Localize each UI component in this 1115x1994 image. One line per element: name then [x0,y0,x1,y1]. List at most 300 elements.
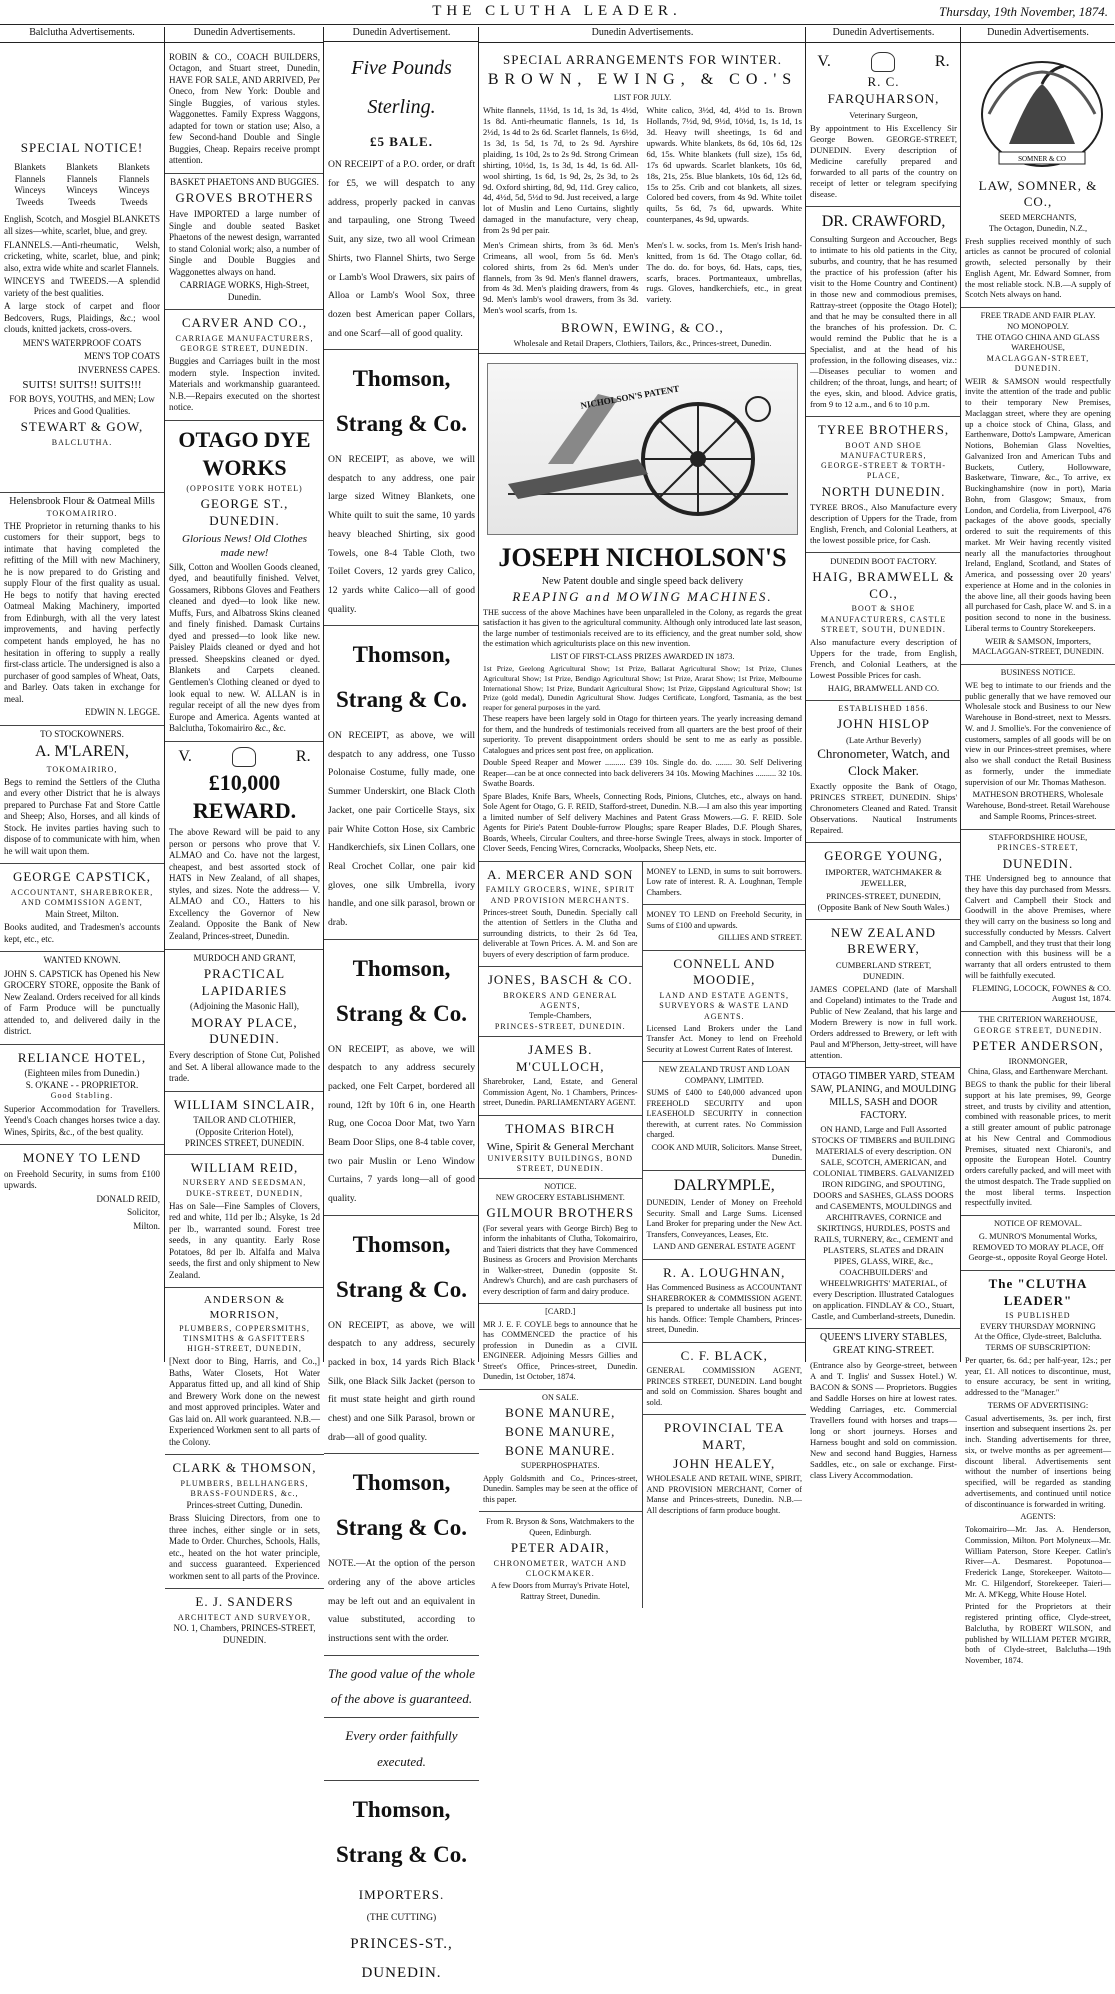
ad-heading: TO STOCKOWNERS. [40,728,124,739]
ad-subtitle: IS PUBLISHED [1005,1311,1071,1321]
column-balclutha [0,27,164,1362]
ad-thomson-strang-2 [324,626,479,939]
ad-name: R. A. LOUGHNAN, [663,1264,786,1280]
ad-text: Books audited, and Tradesmen's accounts kept, etc., etc. [4,922,160,944]
ad-name: Thomson, Strang & Co. [336,1231,467,1302]
ad-text: The above Reward will be paid to any person or persons who prove that V. ALMAO and Co. have not the largest, cheapest, and best assorted stock of HATS in New Zealand, of all shapes, styles, and sizes. Note the address— V. ALMAO and CO., Hatters to his Excellency the Governor of New Zealand. Opposite the Bank of New Zealand, Princes-street, Dunedin. [169,827,320,941]
ad-almao-reward [165,742,324,950]
ad-text: THE Proprietor in returning thanks to his customers for their support, begs to intimate that having completed the refitting of the Mill with new Machinery, he is now prepared to do Gristing and supply Flour of the first quality as usual. He begs to notify that having erected Oatmeal Making Machinery, imported from Edinburgh, with all the very latest improvements, and having perfectly competent hands employed, he has no hesitation in offering to supply a really first-class article. The undersigned is also a purchaser of good samples of Wheat, Oats, and Barley. Oats taken in exchange for meal. [4,520,160,704]
ad-subtitle: (Adjoining the Masonic Hall), [190,1001,299,1012]
ad-place: CARRIAGE WORKS, High-Street, Dunedin. [179,280,310,302]
ad-subtitle: SUPERPHOSPHATES. [521,1461,600,1471]
ad-text: JAMES COPELAND (late of Marshall and Copeland) intimates to the Trade and Public of New Zealand, that his large and Modern Brewery is now in full work. Orders addressed to Brewery, or left with Paul and M'Pherson, Jetty-street, will have attention. [810,984,957,1061]
ad-place: DUNEDIN. [1002,855,1074,871]
ad-text: Consulting Surgeon and Accoucher, Begs to intimate to his old patients in the City, suburbs, and country, that he has resumed the practice of his profession (after his visit to the Home Country and Continent) in those new and commodious premises, Rattray-street (opposite the Otago Hotel); and that he may be consulted there in all the branches of his profession. Dr. C. would remind the Public that he is a Specialist, and at the head of his profession, in the following diseases, viz.:—Diseases peculiar to women and children; of the throat, lungs, and heart; of the eyes, skin, and blood. Advice gratis, from 9 to 12 a.m., and 6 to 10 p.m. [810,233,957,409]
ad-mlaren [0,726,164,865]
ad-subtitle: IRONMONGER, [1008,1056,1068,1066]
ad-text: ON RECEIPT, as above, we will despatch to any address, one pair large sized Witney Blankets, one White quilt to suit the same, 10 yards heavy bleached Shirting, six good Towels, one 8-4 Table Cloth, two Toilet Covers, 12 yards grey Calico, 12 yards white Calico—all of good quality. [328,454,475,615]
two-column-section [479,862,806,1608]
ad-name: Thomson, Strang & Co. [336,366,467,437]
price-list [483,103,802,318]
ad-text: ON RECEIPT, as above, we will despatch to any address, securely packed in box, 14 yards Rich Black Silk, one Black Silk Jacket (person to fit must state height and girth round chest) and one Silk Parasol, brown or drab—all of good quality. [328,1319,475,1443]
column-heading: Dunedin Advertisements. [806,27,961,43]
ad-peter-adair [479,1512,642,1608]
ad-weir-samson [961,308,1115,665]
ad-text: Apply Goldsmith and Co., Princes-street, Dunedin. Samples may be seen at the office of this paper. [483,1473,638,1504]
ad-text: ON RECEIPT, as above, we will despatch to any address securely packed, one Felt Carpet, bordered all round, 12ft by 10ft 6 in, one Hearth Rug, one Cocoa Door Mat, two Yarn Beam Door Slips, one 8-4 table cover, two pair Muslin or Leno Window Curtains, 7 yards long—all of good quality. [328,1043,475,1205]
ad-name: OTAGO TIMBER YARD, STEAM SAW, PLANING, and MOULDING MILLS, SASH and DOOR FACTORY. [810,1071,957,1121]
column-dunedin-3 [478,27,806,1601]
ad-heading: NOTICE OF REMOVAL. [993,1219,1083,1229]
ad-place: HIGH-STREET, DUNEDIN, [187,1344,302,1354]
column-dunedin-4 [805,27,961,1480]
column-heading: Balclutha Advertisements. [0,27,164,43]
ad-jones-basch [479,967,642,1037]
ad-name: CONNELL AND MOODIE, [673,955,776,988]
ad-place: GEORGE ST., DUNEDIN. [200,496,289,529]
ad-name: Thomson, Strang & Co. [336,955,467,1026]
ad-heading: MONEY TO LEND [22,1150,142,1166]
ad-thomas-birch [479,1116,642,1179]
ad-heading: THE CRITERION WAREHOUSE, [978,1015,1098,1025]
ad-text: WEIR & SAMSON would respectfully invite the attention of the trade and public to their temporary New Premises, Maclaggan street, where they are opening up a choice stock of China, Glass, and Earthenware, Dotto's Lampware, American Notions, Bohemian Glass Novelties, Galvanized Iron and American Tubs and Buckets, Cutlery, Hollowware, Basketware, Tinware, &c., To arrive, ex Buckinghamshire (now in port), Maria Bohn, from Glasgow; Smaux, from London, and Cordelia, from Liverpool, 476 packages of the above goods, specially ordered to suit the requirements of this market. Mr Weir having recently visited nearly all the manufactories throughout Ireland, England, Scotland, and States of America, and possessing over 20 years' experience at Home and in the colonies in the above line, all their goods having been all purchased for Cash, place W. and S. in a position second to none in the business. Liberal terms to Country Storekeepers. [965,376,1111,633]
ad-text: PRINCES-STREET, DUNEDIN, (Opposite Bank of New South Wales.) [817,890,950,912]
machine-label: NICHOLSON'S PATENT [579,383,680,411]
ad-subtitle: CHRONOMETER, WATCH AND CLOCKMAKER. [493,1558,627,1578]
ad-text: FLANNELS.—Anti-rheumatic, Welsh, cricketing, white, scarlet, blue, and pink; also, extra wide white and scarlet Flannels. [4,239,160,273]
ad-name: TYREE BROTHERS, [817,421,950,437]
ad-text: [Next door to Bing, Harris, and Co.,] Baths, Water Closets, Hot Water Apparatus fitted up, and all kind of Ship and Brewery Work done on the newest and most approved principles. Water and Gas laid on. All work guaranteed. N.B.—Experienced Workmen sent to all parts of the Colony. [169,1356,320,1447]
ad-name: NEW ZEALAND BREWERY, [831,924,936,957]
ad-place: PRINCES-STREET, DUNEDIN. [494,1021,626,1031]
product-grid: Blankets Blankets Blankets Flannels Flannels Flannels Winceys Winceys Winceys Tweeds Tweeds Tweeds [14,162,150,207]
ad-reliance-hotel [0,1045,164,1145]
ad-text: Sharebroker, Land, Estate, and General Commission Agent, No. 1 Chambers, Princes-street, Dunedin. PARLIAMENTARY AGENT. [483,1077,638,1108]
ad-otago-dye-works [165,421,324,742]
ad-subtitle: (Eighteen miles from Dunedin.) [24,1068,140,1079]
ad-subtitle: LIST FOR JULY. [613,92,672,102]
column-heading: Dunedin Advertisements. [165,27,324,43]
sub-column-left [479,862,643,1608]
ad-text: MONEY to LEND, in sums to suit borrowers. Low rate of interest. R. A. Loughnan, Temple Chambers. [646,866,802,897]
ad-text: ON RECEIPT of a P.O. order, or draft for £5, we will despatch to any address, properly packed in canvas and tarpauling, one Strong Tweed Suit, any size, two all wool Crimean Shirts, two Flannel Shirts, two Serge or Lamb's Wool Drawers, six pairs of Alloa or Lamb's Wool Sox, three dozen best American paper Collars, and one Scarf—all of good quality. [328,159,475,339]
ad-subtitle: Veterinary Surgeon, [849,109,918,120]
ad-name: THE OTAGO CHINA AND GLASS WAREHOUSE, [976,332,1100,353]
ad-tyree-brothers [806,417,961,553]
ad-heading: SPECIAL NOTICE! [20,139,144,155]
ad-money-gillies [643,905,807,951]
ad-subtitle: REAPING and MOWING MACHINES. [512,589,773,605]
ad-text: ROBIN & CO., COACH BUILDERS, Octagon, and Stuart street, Dunedin, HAVE FOR SALE, AND ARRIVED, Per Oneco, from New York: Double and Single Buggies, of various styles. Waggonettes. Family Express Waggons, adapted for town or station use; Also, a few Second-hand Double and Single Buggies, Cheap. Repairs receive prompt attention. [169,51,320,166]
ad-text: INVERNESS CAPES. [77,364,160,375]
ad-name: BONE MANURE, [505,1405,616,1421]
ad-name: Thomson, Strang & Co. [336,1470,467,1541]
ad-text: LAND AND GENERAL ESTATE AGENT [653,1242,796,1252]
ad-signature: Milton. [133,1220,160,1231]
ad-text: Silk, Cotton and Woollen Goods cleaned, dyed, and beautifully finished. Velvet, Gossamers, Ribbons Gloves and Feathers cleaned and dyed—to look like new. Muffs, Furs, and Albatross Skins cleaned and finely finished. Damask Curtains dyed and pressed—to look like new. Paisley Plaids cleaned or dyed and hot pressed. Sheepskins cleaned or dyed. Blankets and Carpets cleaned. Gentlemen's Clothing cleaned or dyed to look equal to new. W. ALLAN is in regular receipt of all the new dyes from Europe and America. Agents wanted at Balclutha, Tokomairiro &c., &c. [169,561,320,734]
ad-william-reid [165,1155,324,1289]
ad-name: MURDOCH AND GRANT, [193,952,296,963]
ad-text: SUMS of £400 to £40,000 advanced upon FREEHOLD SECURITY and upon LEASEHOLD SECURITY in connection therewith, at current rates. No Commission charged. [646,1088,802,1140]
ad-name: CARVER AND CO., [181,315,308,331]
ad-text: These reapers have been largely sold in Otago for thirteen years. The yearly increasing demand for them, and the hundreds of testimonials received from all quarters are the best proof of their superiority. To prevent disappointment orders should be sent to me as early as possible. Catalogues and prices sent post free, on application. [483,714,802,755]
ad-heading: BASKET PHAETONS AND BUGGIES. [170,176,319,187]
crest-icon [232,747,256,767]
ad-text: Printed for the Proprietors at their registered printing office, Clyde-street, Balclutha, by ROBERT WILSON, and published by WILLIAM PETER M'GIRR, both of Clyde-street, Balclutha—19th November, 1874. [965,1602,1111,1666]
ad-heading: DUNEDIN BOOT FACTORY. [830,556,937,567]
ad-name: DR. CRAWFORD, [821,212,946,230]
ad-mcculloch [479,1037,642,1116]
ad-peter-anderson [961,1012,1115,1216]
ad-subtitle: At the Office, Clyde-street, Balclutha. [974,1332,1102,1342]
ad-sanders [165,1589,324,1650]
ad-text: Casual advertisements, 3s. per inch, first insertion and subsequent insertions 2s. per inch. Standing advertisements for three, six, or twelve months as per agreement—discount liberal. Advertisements sent without the number of insertions being specified, will be regarded as standing advertisements, and continued until notice of discontinuance is forwarded in writing. [965,1413,1111,1509]
ad-subtitle: IMPORTER, WATCHMAKER & JEWELLER, [825,866,942,888]
ad-subtitle: (THE CUTTING) [366,1912,437,1924]
ad-faithfully [324,1718,479,1781]
ad-subtitle: BROKERS AND GENERAL AGENTS, [503,991,618,1011]
ad-text: A few Doors from Murray's Private Hotel, Rattray Street, Dunedin. [490,1581,630,1601]
ad-otago-timber-yard [806,1068,961,1329]
ad-text: WINCEYS and TWEEDS.—A splendid variety of the best qualities. [4,276,160,298]
ad-name: E. J. SANDERS [195,1594,294,1610]
ad-text: TYREE BROS., Also Manufacture every description of Uppers for the Trade, from English, French, and Colonial Leathers, at the lowest possible price, for Cash. [810,502,957,546]
ad-name: Thomson, Strang & Co. [336,642,467,713]
ad-place: DUKE-STREET, DUNEDIN, [185,1188,304,1198]
ad-text: WE beg to intimate to our friends and the public generally that we have removed our Wholesale stock and Business to our New Warehouse in Bond-street, next to Messrs. W. and J. Smollie's. For the convenience of customers, samples of all goods will be on view in our Princes-street premises, where also we shall conduct the Retail Business as formerly, under the immediate supervision of our Mr. Thomas Matheson. [965,680,1111,787]
ad-name: DALRYMPLE, [673,1176,775,1194]
ad-money-loughnan [643,862,807,906]
ad-place: MACLAGGAN-STREET, DUNEDIN. [986,354,1090,374]
ad-name: WILLIAM SINCLAIR, [173,1096,316,1112]
ad-subtitle: CUMBERLAND STREET, [835,960,932,971]
ad-name: STEWART & GOW, [20,419,144,435]
ad-text: Brass Sluicing Directors, from one to three inches, either single or in sets, Made to Order. Churches, Schools, Halls, etc., heated on the hot water principle, and success guaranteed. Experienced workmen sent to all parts of the Province. [169,1513,320,1581]
ad-place: PRINCES STREET, DUNEDIN. [184,1138,305,1149]
ad-subtitle: (OPPOSITE YORK HOTEL) [186,484,303,494]
ad-name: PETER ADAIR, [510,1540,610,1556]
ad-matheson [961,665,1115,830]
ad-name: C. F. BLACK, [680,1347,768,1363]
ad-signature: DONALD REID, [96,1193,160,1204]
sub-column-right [643,862,807,1608]
ad-heading: WANTED KNOWN. [43,955,121,966]
ad-heading: Helensbrook Flour & Oatmeal Mills [9,495,155,507]
ad-name: STAFFORDSHIRE HOUSE, [988,832,1088,842]
ad-name: CLARK & THOMSON, [172,1460,317,1476]
ad-subtitle: EVERY THURSDAY MORNING [980,1321,1096,1331]
ad-heading: TERMS OF SUBSCRIPTION: [985,1343,1091,1353]
ad-place: The Octagon, Dunedin, N.Z., [988,223,1088,233]
ad-staffordshire-house [961,830,1115,1013]
ad-heading: SPECIAL ARRANGEMENTS FOR WINTER. [502,51,783,67]
ad-thomson-strang-3 [324,940,479,1216]
ad-connell-moodie [643,951,807,1062]
ad-heading: FREE TRADE AND FAIR PLAY. [980,311,1096,321]
ad-text: By appointment to His Excellency Sir George Bowen. GEORGE-STREET, DUNEDIN. Every description of Medicine carefully prepared and forwarded to all parts of the country on receipt of letter or telegram specifying disease. [810,122,957,199]
ad-text: Has Commenced Business as ACCOUNTANT SHAREBROKER & COMMISSION AGENT. Is prepared to undertake all business put into his hands. Office: Temple Chambers, Princes-street, Dunedin. [646,1283,802,1335]
ad-name: ANDERSON & MORRISON, [203,1294,286,1321]
ad-text: Superior Accommodation for Travellers. Yeend's Coach changes horses twice a day. Wines, Spirits, &c., of the best quality. [4,1103,160,1137]
ad-thomson-strang-5 [324,1454,479,1655]
ad-text: A large stock of carpet and floor Bedcovers, Rugs, Plaidings, &c.; wool clouds, knitted jackets, cross-overs. [4,301,160,335]
ad-signature: FLEMING, LOCOCK, FOWNES & CO. August 1st, 1874. [972,983,1111,1004]
ad-place: GEORGE STREET, DUNEDIN. [973,1025,1103,1035]
ad-text: Have IMPORTED a large number of Single and double seated Basket Phaetons of the newest design, warranted to stand Colonial work; also, a number of Single and Double Buggies and Waggonettes always on hand. [169,209,320,277]
ad-text: THE success of the above Machines have been unparalleled in the Colony, as regards the great satisfaction it has given to the agricultural community. Although only introduced late last season, the large number of testimonials received are to its efficiency, and the great number sold, show the estimation which agriculturists place on this new invention. [483,607,802,649]
ad-text: WHOLESALE AND RETAIL WINE, SPIRIT, AND PROVISION MERCHANT, Corner of Manse and Princes-streets, Dunedin. N.B.—All descriptions of farm produce bought. [646,1474,802,1515]
ad-subtitle: Temple-Chambers, [529,1011,592,1021]
ad-signature: GILLIES AND STREET. [718,933,802,943]
ad-proprietor: S. O'KANE - - PROPRIETOR. [25,1079,139,1090]
ad-heading: NO MONOPOLY. [1007,321,1069,331]
column-heading: Dunedin Advertisement. [324,27,479,42]
ad-nz-trust [643,1062,807,1171]
ad-thomson-strang-footer [324,1781,479,1994]
ad-place: TOKOMAIRIRO. [46,508,118,518]
ad-heading: £10,000 REWARD. [192,770,297,824]
ad-place: NO. 1, Chambers, PRINCES-STREET, DUNEDIN. [173,1623,316,1645]
ad-name: GEORGE CAPSTICK, [12,869,152,885]
ad-text: MEN'S WATERPROOF COATS [22,337,142,348]
ad-name: RELIANCE HOTEL, [17,1049,147,1065]
ad-text: From R. Bryson & Sons, Watchmakers to the Queen, Edinburgh. [486,1517,635,1537]
ad-name: GEORGE YOUNG, [824,848,943,864]
ad-anderson-morrison [165,1288,324,1455]
ad-text: (For several years with George Birch) Beg to inform the inhabitants of Clutha, Tokomairiro, and Taieri districts that they have Commenced Business as Grocers and Provision Merchants in Walker-street, Dunedin (opposite St. Andrew's Church), and are cash purchasers of every description of farm and dairy produce. [483,1223,638,1296]
ad-signature: Solicitor, [127,1207,160,1218]
royal-crest: V. R. [810,52,957,72]
ad-text: Spare Blades, Knife Bars, Wheels, Connecting Rods, Pinions, Clutches, etc., always on hand. Sole Agent for Otago, G. F. REID, Stafford-street, Dunedin. N.B.—I am also this year importing a limited number of Self delivery Machines and Patent Grass Mowers.—G. F. REID. Sole Agents for Pirie's Patent Double-furrow Ploughs; spare Reaper Blades, D.F. Plough Shares, Boards, Wheels, Circular Coulters, and three-horse Swingle Trees, always in stock. Importer of Clover Seeds, Fencing Wires, Corncracks, Woolpacks, Sheep Nets, etc. [483,791,802,854]
ad-subtitle: TAILOR AND CLOTHIER, [193,1115,296,1126]
ad-name: Thomson, Strang & Co. [336,1797,467,1867]
ad-name: BONE MANURE, [505,1423,616,1439]
ad-text: Licensed Land Brokers under the Land Transfer Act. Money to lend on Freehold Security at Lowest Current Rates of Interest. [646,1023,802,1054]
column-heading: Dunedin Advertisements. [961,27,1115,43]
ad-place: GEORGE-STREET & TORTH-PLACE, [820,461,947,481]
ad-coyle [479,1304,642,1390]
ad-name: A. MERCER AND SON [487,866,634,882]
ad-heading: BUSINESS NOTICE. [1000,668,1076,678]
ad-bone-manure [479,1390,642,1512]
ad-subtitle: ACCOUNTANT, SHAREBROKER, AND COMMISSION AGENT, [10,888,154,908]
ad-name: LAW, SOMNER, & CO., [978,177,1098,210]
ad-name: PROVINCIAL TEA MART, [663,1420,785,1453]
ad-subtitle: FAMILY GROCERS, WINE, SPIRIT AND PROVISION MERCHANTS. [485,885,635,905]
ad-black [643,1343,807,1416]
ad-subtitle: ARCHITECT AND SURVEYOR, [177,1612,312,1622]
ad-farquharson [806,47,961,207]
ad-subtitle: Wholesale and Retail Drapers, Clothiers, Tailors, &c., Princes-street, Dunedin. [513,338,772,348]
ad-text: Also manufacture every description of Uppers for the trade, from English, French, and Colonial Leathers, at the Lowest Possible Prices for cash. [810,637,957,681]
ad-text: DUNEDIN, Lender of Money on Freehold Security. Small and Large Sums. Licensed Land Broker for preparing under the New Act. Transfers, Conveyances, Leases, Etc. [646,1198,802,1239]
ad-nz-brewery [806,920,961,1068]
ad-heading: NEW GROCERY ESTABLISHMENT. [495,1192,625,1202]
ad-subtitle: PLUMBERS, BELLHANGERS, BRASS-FOUNDERS, &c., [180,1479,309,1499]
ad-heading: [CARD.] [545,1307,576,1317]
ad-law-somner [961,47,1115,308]
ad-loughnan [643,1260,807,1343]
column-dunedin-2 [323,27,479,1981]
ad-munro-removal [961,1216,1115,1271]
ad-subtitle: ESTABLISHED 1856. [838,704,929,714]
ad-text: GENERAL COMMISSION AGENT, PRINCES STREET, DUNEDIN. Land bought and sold on Commission. Shares bought and sold. [646,1366,802,1407]
ad-five-pounds [324,46,479,350]
ad-name: The "CLUTHA LEADER" [988,1276,1088,1308]
ad-john-capstick [0,952,164,1045]
ad-carver-co [165,310,324,421]
ad-subtitle: (Late Arthur Beverly) [846,734,921,745]
ad-name: HAIG, BRAMWELL & CO., [812,569,955,601]
ad-mercer-son [479,862,642,968]
ad-name: PETER ANDERSON, [972,1038,1104,1054]
ad-text: Every order faithfully executed. [345,1728,458,1769]
ad-queens-livery [806,1329,961,1487]
ad-text: MR J. E. F. COYLE begs to announce that he has COMMENCED the practice of his profession in Dunedin as a CIVIL ENGINEER. Adjoining Messrs Gillies and Street's Office, Princes-street, Dunedin. Dunedin, 1st October, 1874. [483,1319,638,1382]
ad-george-young [806,843,961,920]
ad-joseph-nicholson [479,354,806,862]
ad-text: FOR BOYS, YOUTHS, and MEN; Low Prices and Good Qualities. [9,394,155,416]
ad-text: Buggies and Carriages built in the most modern style. Inspection invited. Materials and workmanship guaranteed. N.B.—Repairs executed on the shortest notice. [169,356,320,413]
ad-signature: MATHESON BROTHERS, Wholesale Warehouse, Bond-street. Retail Warehouse and Sample Rooms, Princes-street. [966,790,1110,821]
column-dunedin-1 [164,27,324,1645]
ad-clutha-leader-terms [961,1271,1115,1673]
ad-name: JAMES B. M'CULLOCH, [515,1042,605,1074]
ad-subtitle: (Opposite Criterion Hotel), [195,1126,294,1137]
ad-text: White flannels, 11½d, 1s 1d, 1s 3d, 1s 4½d, 1s 8d. Anti-rheumatic flannels, 1s 1d, 1s 2½d, 1s 4d to 2s 6d. Scarlet flannels, 1s 6½d, 1s 3d, 1s 5d, 1s 7d, to 2s 9d. Ayrshire plaiding, 1s 10d, 2s to 2s 9d. Strong Crimean shirting, 10½d, 1s, 1s 3d, 1s 4d, 1s 6d. All-wool shirting, 1s 6d, 1s 9d, 2s, 2s 3d, to 2s 9d. Oxford shirting, 8d, 9d, 11d. Grey calico, 4d, 4½d, 5d, 5½d to 9d. Just received, a large lot of Muslin and Leno Curtains, slightly damaged in the manufacture, very cheap, from 2s 9d per pair. [483,105,639,236]
ad-text: BEGS to thank the public for their liberal support at his late premises, 99, George street, and trusts by civility and attention, combined with reasonable prices, to merit a still greater amount of public patronage at his New Central and Commodious Premises, situated next Chiaroni's, and opposite the European Hotel. Country orders carefully packed, and will meet with the utmost despatch. The Trade supplied on the most liberal terms. Inspection respectfully invited. [965,1080,1111,1208]
ad-text: 1st Prize, Geelong Agricultural Show; 1st Prize, Ballarat Agricultural Show; 1st Prize, Clunes Agricultural Show; 1st Prize, Bendigo Agricultural Show; 1st Prize, Ararat Show; 1st Prize, Melbourne International Show; 1st Prize, Bundarit Agricultural Show; 1st Prize, Gippsland Agricultural Show; 1st Prize (gold medal), Dunedin Agricultural Show. Judges Certificate, Longford, Tasmania, as the best reaper for general purposes in the yard. [483,664,802,712]
ad-place: DUNEDIN. [862,971,905,982]
ad-subtitle: BOOT AND SHOE MANUFACTURERS, [840,440,927,460]
ad-text: (Entrance also by George-street, between A and T. Inglis' and Sussex Hotel.) W. BACON & SONS — Proprietors. Buggies and Saddle Horses on hire at lowest rates. Wedding Carriages, etc. Commercial Travellers found with horses and traps—long or short journeys. Horses and Harness bought and sold on commission. New and second hand Buggies, Harness Saddles, etc., on sale or exchange. First-class Livery Accommodation. [810,1359,957,1480]
ad-signature: HAIG, BRAMWELL AND CO. [827,683,940,694]
ad-dalrymple [643,1171,807,1260]
ad-guarantee [324,1656,479,1719]
ad-text: JOHN S. CAPSTICK has Opened his New GROCERY STORE, opposite the Bank of New Zealand. Orders received for all kinds of Farm Produce will be punctually attended to, and delivered daily in the district. [4,968,160,1037]
ad-robin-co [165,47,324,174]
reaping-machine-illustration [487,363,798,535]
ad-haig-bramwell [806,553,961,701]
ad-motto: Glorious News! Old Clothes made new! [182,532,307,559]
ad-text: English, Scotch, and Mosgiel BLANKETS all sizes—white, scarlet, blue, and grey. [4,214,160,236]
ad-place: MORAY PLACE, DUNEDIN. [191,1014,298,1047]
newspaper-title: THE CLUTHA LEADER. [432,3,682,19]
ad-clark-thomson [165,1455,324,1589]
ad-place: PRINCES-ST., DUNEDIN. [350,1935,453,1981]
ad-text: ON RECEIPT, as above, we will despatch to any address, one Tusso Polonaise Costume, fully made, one Summer Underskirt, one Black Cloth Jacket, one pair Corticelle Stays, six pair White Cotton Hose, six Cambric Handkerchiefs, six Linen Collars, one Real Crochet Collar, one pair kid gloves, one silk Umbrella, ivory handle, and one silk parasol, brown or drab. [328,730,475,929]
column-dunedin-5 [960,27,1115,1666]
ad-name: WILLIAM REID, [190,1159,299,1175]
crest-icon [871,52,895,72]
ad-name: BROWN, EWING, & CO., [561,320,724,336]
ad-stewart-gow [0,47,164,493]
ad-william-sinclair [165,1092,324,1155]
ad-heading: AGENTS: [1020,1512,1056,1522]
ad-signature: WEIR & SAMSON, Importers, MACLAGGAN-STREET, DUNEDIN. [972,636,1104,657]
royal-crest: V. R. [169,747,320,767]
masthead [0,0,1114,25]
ad-name: JONES, BASCH & CO. [487,972,633,988]
ad-text: G. MUNRO'S Monumental Works, REMOVED TO MORAY PLACE, Off George-st., opposite Royal George Hotel. [968,1231,1108,1263]
ad-text: MONEY TO LEND on Freehold Security, in Sums of £100 and upwards. [646,910,802,930]
ad-name: BONE MANURE. [505,1442,616,1458]
ad-subtitle: Wine, Spirit & General Merchant [486,1140,634,1153]
ad-name: JOSEPH NICHOLSON'S [498,543,787,573]
ad-subtitle: PRACTICAL LAPIDARIES [201,966,288,998]
ad-helensbrook-mills [0,493,164,726]
ad-place: Main Street, Milton. [45,908,119,919]
ad-text: Every description of Stone Cut, Polished and Set. A liberal allowance made to the trade. [169,1050,320,1084]
ad-text: ON HAND, Large and Full Assorted STOCKS OF TIMBERS and BUILDING MATERIALS of every description. ON SALE, SCOTCH, AMERICAN, and COLONIAL TIMBERS. GALVANIZED IRON RIDGING, and SPOUTING, DOORS and SASHES, GLASS DOORS and CASEMENTS, MOULDINGS and ARCHITRAVES, CORNICE and SKIRTINGS, HURDLES, POSTS and RAILS, TURNERY, &c., CEMENT and PLASTERS, SLATES and DRAIN PIPES, GLASS, WIRE, &c., COACHBUILDERS' and WHEELWRIGHTS' MATERIAL, of every Description. Illustrated Catalogues on application. FINDLAY & CO., Stuart, Castle, and Cumberland-streets, Dunedin. [811,1124,956,1322]
ad-crawford [806,207,961,417]
ad-text: Princes-street South, Dunedin. Specially call the attention of Settlers in the Clutha and surrounding districts, to their 2s 6d Tea, deliverable at Town Prices. A. M. and Son are buyers of every description of farm produce. [483,907,638,959]
ad-groves-brothers [165,174,324,310]
ad-text: NOTE.—At the option of the person ordering any of the above articles may be left out and an equivalent in value substituted, according to instructions sent with the order. [328,1558,475,1644]
ad-name: JOHN HEALEY, [673,1455,776,1471]
ad-heading: Five Pounds Sterling. [351,57,452,118]
ad-place: TOKOMAIRIRO, [46,764,118,774]
ad-name: A. M'LAREN, [35,743,129,761]
ad-heading: TERMS OF ADVERTISING: [987,1400,1089,1410]
ad-name: JOHN HISLOP [837,716,930,732]
ad-name: THOMAS BIRCH [505,1120,616,1136]
ad-text: MEN'S TOP COATS [84,351,160,362]
ad-john-hislop [806,701,961,843]
ad-text: THE Undersigned beg to announce that they have this day purchased from Messrs. Calvert and Campbell their Stock and Goodwill in the above Premises, where they will carry on the business so long and successfully conducted by Messrs. Calvert and Campbell, and they trust that their long connection with this business will be a warranty that all orders entrusted to them will be faithfully executed. [965,874,1111,980]
ad-subtitle: £5 BALE. [370,134,433,149]
ad-place: BALCLUTHA. [51,437,113,447]
ad-name: OTAGO DYE WORKS [178,426,311,481]
ad-subtitle: IMPORTERS. [358,1886,445,1902]
ad-signature: COOK AND MUIR, Solicitors. Manse Street, Dunedin. [651,1142,802,1163]
svg-text:SOMNER & CO: SOMNER & CO [1018,154,1066,163]
ad-text: LIST OF FIRST-CLASS PRIZES AWARDED IN 1873. [550,651,735,661]
ad-text: The good value of the whole of the above is guaranteed. [328,1665,475,1706]
ad-name: QUEEN'S LIVERY STABLES, GREAT KING-STREET. [819,1332,948,1357]
ad-subtitle: Chronometer, Watch, and Clock Maker. [817,745,950,778]
ad-name: BROWN, EWING, & CO.'S [487,71,798,89]
ad-name: R. C. FARQUHARSON, [827,74,940,106]
ad-place: Princes-street Cutting, Dunedin. [186,1499,303,1510]
ad-text: on Freehold Security, in sums from £100 upwards. [4,1168,160,1191]
bird-emblem-icon [969,54,1115,174]
ad-subtitle: Good Stabling. [50,1091,114,1101]
ad-brown-ewing [479,47,806,354]
ad-heading: NOTICE. [544,1182,577,1192]
ad-place: NORTH DUNEDIN. [821,483,946,499]
ad-place: UNIVERSITY BUILDINGS, BOND STREET, DUNEDIN. [487,1153,633,1173]
ad-gilmour-brothers [479,1179,642,1304]
ad-text: Men's l. w. socks, from 1s. Men's Irish hand-knitted, from 1s 6d. The Otago collar, 6d. The do. do. for boys, 6d. Hats, caps, ties, scarfs, braces. Portmanteaux, umbrellas, rugs. Gloves, handkerchiefs, etc., in great variety. [646,239,802,305]
ad-text: Begs to remind the Settlers of the Clutha and every other District that he is always prepared to Purchase Fat and Store Cattle and Sheep; Also, Horses, and all kinds of Stock. He invites parties having such to dispose of to communicate with him, when he will wait upon them. [4,776,160,856]
ad-subtitle: China, Glass, and Earthenware Merchant. [968,1067,1108,1077]
seed-merchant-emblem [969,54,1107,174]
ad-text: Per quarter, 6s. 6d.; per half-year, 12s.; per year, £1. All notices to discontinue, must, to ensure accuracy, be sent in writing, addressed to the "Manager." [965,1355,1111,1398]
ad-text: Tokomairiro—Mr. Jas. A. Henderson, Commission, Milton. Port Molyneux—Mr. William Paterson, Store Keeper. Catlin's River—A. Desmarest. Popotunoa—Frederick Lange, Storekeeper. Waitoto—Mr. C. Hilgendorf, Storekeeper. Taieri—Mr. A. M'Kegg, White House Hotel. [965,1525,1111,1599]
ad-heading: ON SALE. [542,1392,579,1402]
ad-subtitle: LAND AND ESTATE AGENTS, SURVEYORS & WASTE LAND AGENTS. [659,991,790,1021]
ad-text: Has on Sale—Fine Samples of Clovers, red and white, 11d per lb.; Alsyke, 1s 2d per lb., warranted sound. Forest tree seeds, in any quantity. Early Rose Potatoes, 8d per lb. Alfalfa and Malva seeds, the first and only shipment to New Zealand. [169,1200,320,1280]
ad-text: Double Speed Reaper and Mower .......... £39 10s. Single do. do. ........ 30. Self Delivering Reaper—can be at once connected into back deliverers 34 10s. Mowing Machines .......... 32 10s. Swathe Boards. [483,758,802,789]
ad-text: Fresh supplies received monthly of such articles as cannot be procured of colonial growth, selected personally by their English Agent, Mr. Edward Somner, from the most reliable stock. N.B.—A supply of Scotch Nets always on hand. [965,236,1111,300]
column-heading: Dunedin Advertisements. [479,27,806,43]
ad-subtitle: PLUMBERS, COPPERSMITHS, TINSMITHS & GASFITTERS [179,1323,310,1343]
ad-name: GROVES BROTHERS [175,190,314,206]
ad-name: GILMOUR BROTHERS [486,1205,635,1221]
ad-provincial-tea-mart [643,1415,807,1522]
ad-donald-reid [0,1145,164,1238]
